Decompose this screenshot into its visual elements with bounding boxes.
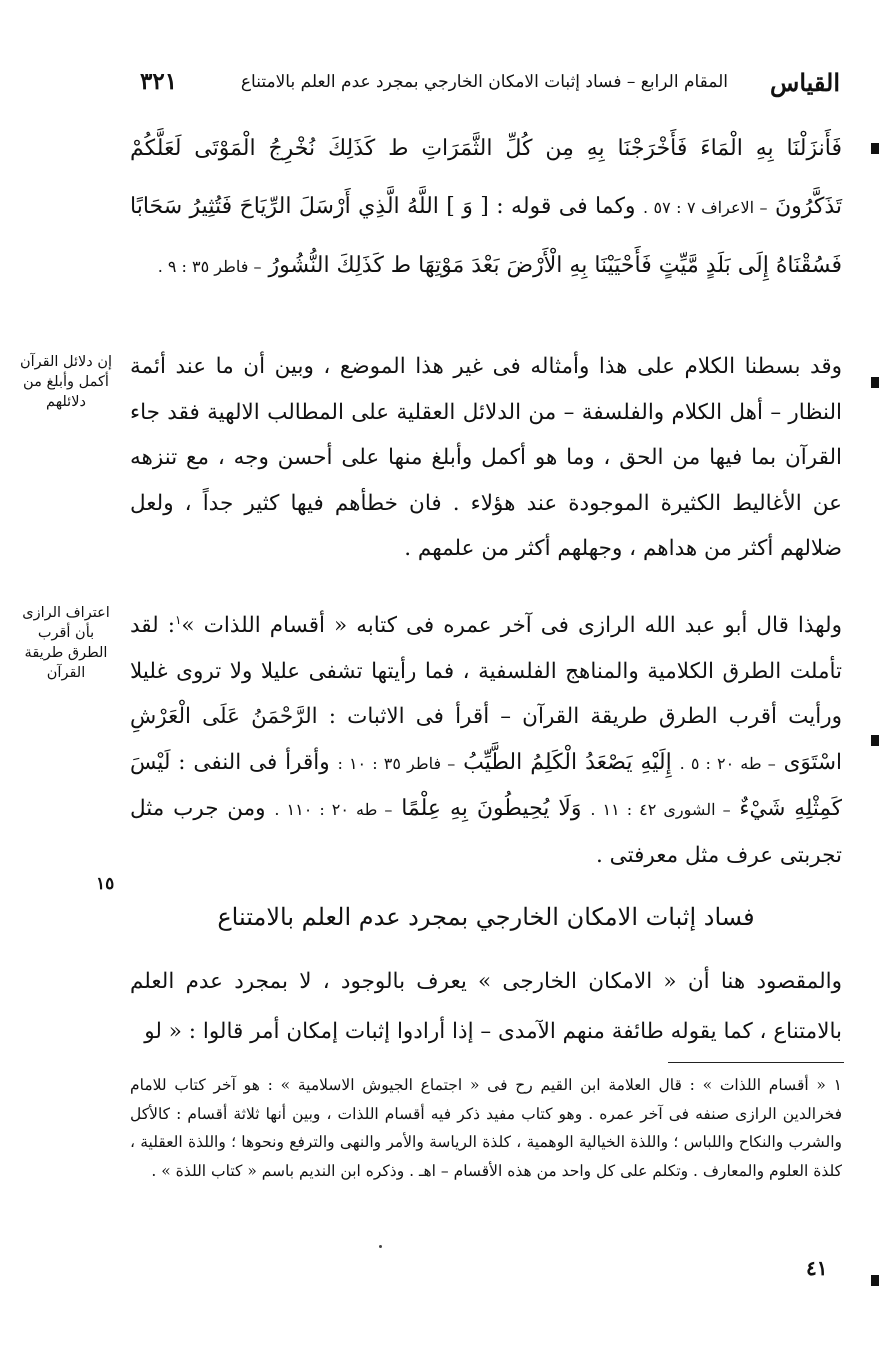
signature-number: ٤١ — [806, 1256, 828, 1280]
header-subtitle: المقام الرابع – فساد إثبات الامكان الخارجي بمجرد عدم العلم بالامتناع — [240, 72, 728, 92]
edge-mark — [871, 377, 879, 388]
header-title: القياس — [770, 68, 840, 97]
section-heading: فساد إثبات الامكان الخارجي بمجرد عدم العلم بالامتناع — [217, 903, 755, 931]
verse-reference: – طه ٢٠ : ٥ . — [679, 753, 776, 773]
verse-reference: – الشورى ٤٢ : ١١ . — [590, 800, 731, 820]
verse-reference-fatir: – فاطر ٣٥ : ٩ . — [157, 257, 262, 276]
paragraph-text: : لقد تأملت الطرق الكلامية والمناهج الفلسفية ، فما رأيتها تشفى عليلا ولا تروى غليلا ورأيت أقرب الطرق طريقة القرآن – أقرأ فى الاثبات : الرَّحْمَنُ عَلَى الْعَرْشِ اسْتَوَى — [130, 613, 843, 775]
verse-reference: – فاطر ٣٥ : ١٠ : — [337, 753, 456, 773]
razi-paragraph — [130, 598, 842, 878]
paragraph-text: وأقرأ فى النفى : لَيْسَ كَمِثْلِهِ شَيْءٌ — [130, 749, 843, 822]
paragraph-text: ومن جرب مثل تجربتى عرف مثل معرفتى . — [130, 796, 842, 868]
ink-dot — [379, 1245, 382, 1248]
body-paragraph — [130, 344, 842, 572]
running-header — [140, 68, 840, 102]
footnote-marker: ١ — [174, 613, 182, 627]
quran-verse-fatir: وكما فى قوله : [ وَ ] اللَّهُ الَّذِي أَرْسَلَ الرِّيَاحَ فَتُثِيرُ سَحَابًا فَسُقْنَاهُ إِلَى بَلَدٍ مَّيِّتٍ فَأَحْيَيْنَا بِهِ الْأَرْضَ بَعْدَ مَوْتِهَا ط كَذَلِكَ النُّشُورُ — [130, 194, 842, 278]
footnote-divider — [668, 1062, 844, 1063]
line-number: ١٥ — [96, 874, 115, 894]
paragraph-text: وقد بسطنا الكلام على هذا وأمثاله فى غير هذا الموضع ، وبين أن ما عند أئمة النظار – أهل الكلام والفلسفة – من الدلائل العقلية على المطالب الالهية فقد جاء القرآن بما فيها من الحق ، وما هو أكمل وأبلغ منها على أحسن وجه ، مع تنزهه عن الأغاليط الكثيرة الموجودة عند هؤلاء . فان خطأهم فيها كثير جداً ، ولعل ضلالهم أكثر من هداهم ، وجهلهم أكثر من علمهم . — [130, 354, 842, 561]
edge-mark — [871, 1275, 879, 1286]
paragraph-text: والمقصود هنا أن « الامكان الخارجى » يعرف بالوجود ، لا بمجرد عدم العلم بالامتناع ، كما يقوله طائفة منهم الآمدى – إذا أرادوا إثبات إمكان أمر قالوا : « لو — [130, 969, 842, 1044]
quran-verse: إِلَيْهِ يَصْعَدُ الْكَلِمُ الطَّيِّبُ — [463, 749, 672, 775]
quran-quote-paragraph — [130, 120, 842, 296]
quran-verse: وَلَا يُحِيطُونَ بِهِ عِلْمًا — [401, 796, 582, 822]
paragraph-text: ولهذا قال أبو عبد الله الرازى فى آخر عمره فى كتابه « أقسام اللذات » — [181, 613, 842, 639]
edge-mark — [871, 735, 879, 746]
margin-note: اعتراف الرازى بأن أقرب الطرق طريقة القرآن — [22, 605, 110, 681]
footnote: ١ « أقسام اللذات » : قال العلامة ابن القيم رح فى « اجتماع الجيوش الاسلامية » : هو آخر كتاب للامام فخرالدين الرازى صنفه فى آخر عمره . وهو كتاب مفيد ذكر فيه أقسام اللذات ، وبين أنها ثلاثة أقسام : كالأكل والشرب والنكاح واللباس ؛ واللذة الخيالية الوهمية ، كلذة الرياسة والأمر والنهى والترفع ونحوها ؛ واللذة العقلية ، كلذة العلوم والمعارف . وتكلم على كل واحد من هذه الأقسام – اهـ . وذكره ابن النديم باسم « كتاب اللذة » . — [130, 1076, 842, 1180]
page-number: ٣٢١ — [140, 68, 178, 95]
margin-note: إن دلائل القرآن أكمل وأبلغ من دلائلهم — [19, 354, 113, 410]
verse-reference: – طه ٢٠ : ١١٠ . — [274, 800, 393, 820]
verse-reference-araf: – الاعراف ٧ : ٥٧ . — [642, 198, 768, 217]
quran-verse-araf: فَأَنزَلْنَا بِهِ الْمَاءَ فَأَخْرَجْنَا بِهِ مِن كُلِّ الثَّمَرَاتِ ط كَذَلِكَ نُخْرِجُ الْمَوْتَى لَعَلَّكُمْ تَذَكَّرُونَ — [130, 136, 843, 219]
body-paragraph — [130, 957, 842, 1057]
edge-mark — [871, 143, 879, 154]
